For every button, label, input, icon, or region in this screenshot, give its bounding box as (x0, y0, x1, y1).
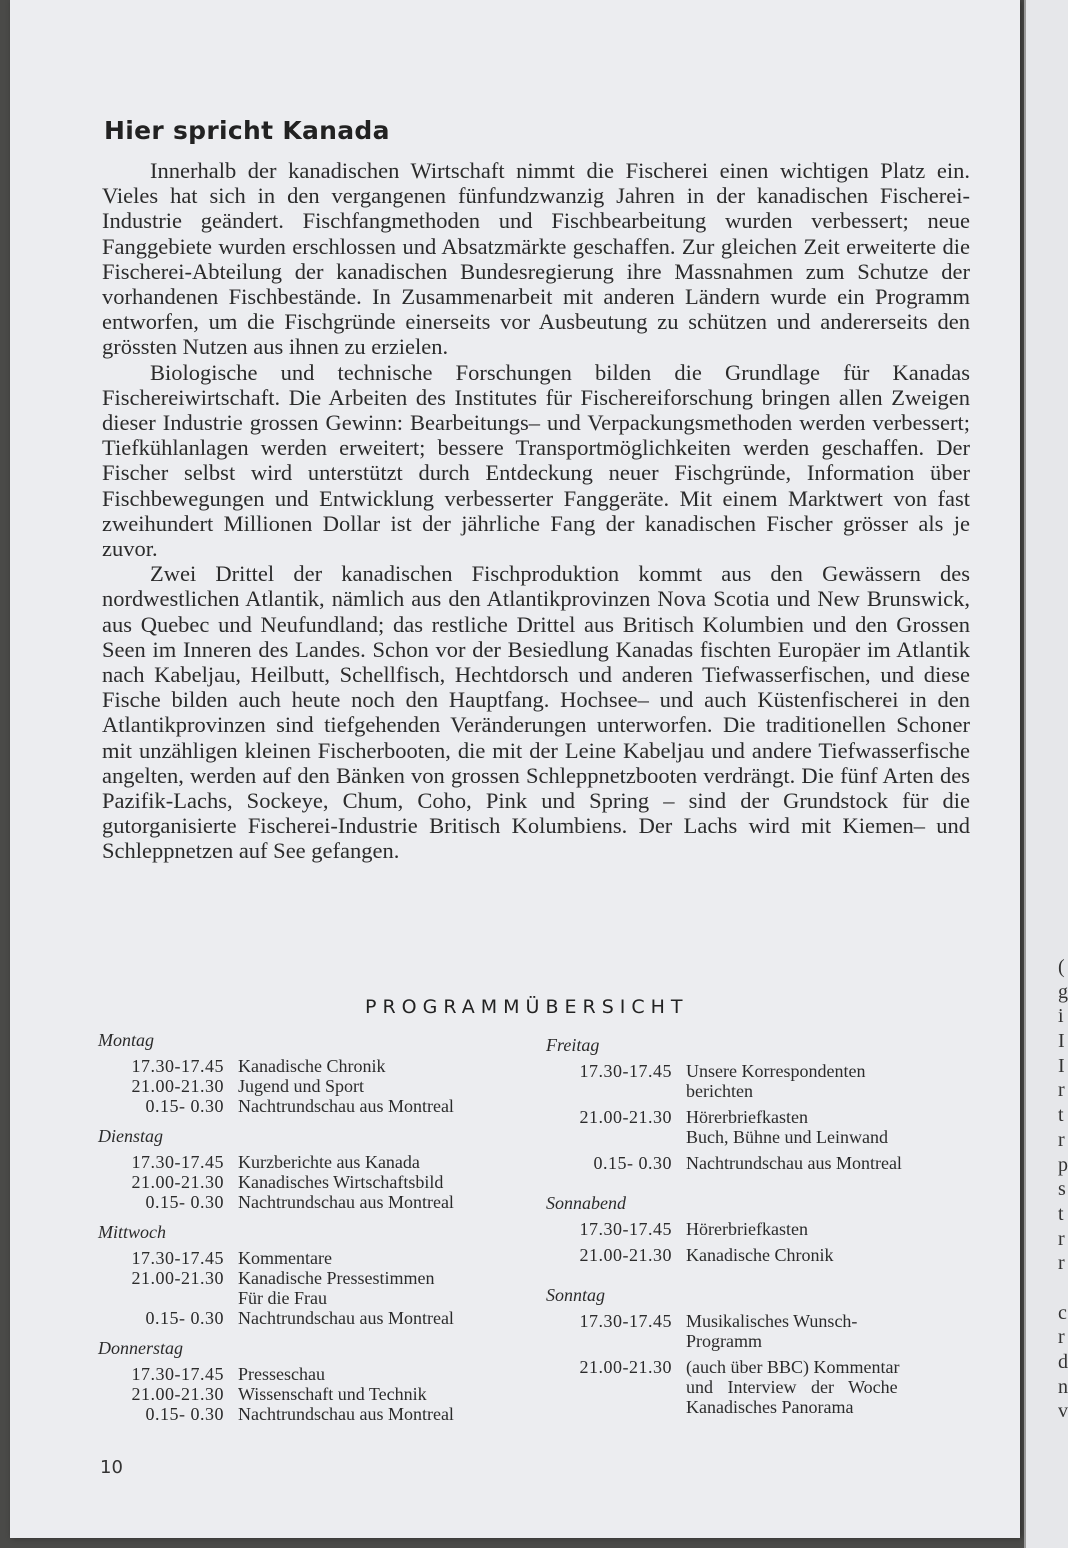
entry-title-line: Musikalisches Wunsch- (686, 1311, 858, 1331)
day-label: Donnerstag (98, 1338, 183, 1358)
edge-letter: r (1058, 1227, 1065, 1250)
edge-letter: t (1058, 1202, 1064, 1225)
entry-title: Kanadische Chronik (686, 1245, 834, 1265)
schedule-entry (546, 1153, 976, 1173)
facing-page-letters (1058, 955, 1068, 1424)
entry-title: Nachtrundschau aus Montreal (238, 1192, 454, 1212)
day-label: Sonnabend (546, 1193, 626, 1213)
schedule-entry (98, 1192, 528, 1212)
entry-title-line: (auch über BBC) Kommentar (686, 1357, 900, 1377)
entry-title-line: Kanadische Pressestimmen (238, 1268, 435, 1288)
edge-letter: s (1058, 1178, 1066, 1201)
entry-time: 17.30-17.45 (131, 1056, 224, 1076)
article-paragraph: Biologische und technische Forschungen bilden die Grundlage für Kanadas Fischereiwirtschaft. Die Arbeiten des Institutes für Fischereiforschung bringen allen Zweigen dieser Industrie grossen Gewinn: Bearbeitungs– und Verpackungsmethoden werden verbessert; Tiefkühlanlagen werden erweitert; bessere Transportmöglichkeiten werden geschaffen. Der Fischer selbst wird unterstützt durch Entdeckung neuer Fischgründe, Information über Fischbewegungen und Entwicklung verbesserter Fanggeräte. Mit einem Marktwert von fast zweihundert Millionen Dollar ist der jährliche Fang der kanadischen Fischer grösser als je zuvor. (102, 359, 970, 562)
entry-time: 17.30-17.45 (579, 1311, 672, 1331)
entry-title: Wissenschaft und Technik (238, 1384, 427, 1404)
schedule-entry (98, 1364, 528, 1384)
schedule-right-column (546, 1035, 976, 1417)
schedule-left-column (98, 1030, 528, 1424)
edge-letter: r (1058, 1252, 1065, 1275)
entry-subtitle: Für die Frau (238, 1288, 327, 1308)
entry-time: 0.15- 0.30 (145, 1308, 224, 1328)
entry-title-line: Unsere Korrespondenten (686, 1061, 866, 1081)
schedule-entry (98, 1404, 528, 1424)
schedule-entry (546, 1311, 976, 1351)
entry-subtitle: Kanadisches Panorama (686, 1397, 854, 1417)
entry-time: 17.30-17.45 (131, 1248, 224, 1268)
entry-title (686, 1107, 976, 1147)
entry-title: Nachtrundschau aus Montreal (238, 1096, 454, 1116)
entry-title: Presseschau (238, 1364, 325, 1384)
schedule-entry (98, 1248, 528, 1268)
day-label: Montag (98, 1030, 154, 1050)
edge-letter: n (1058, 1375, 1068, 1398)
entry-time: 0.15- 0.30 (593, 1153, 672, 1173)
schedule-entry (98, 1384, 528, 1404)
day-label: Sonntag (546, 1285, 606, 1305)
schedule-entry (98, 1308, 528, 1328)
entry-title: Kanadisches Wirtschaftsbild (238, 1172, 444, 1192)
article-paragraph: Zwei Drittel der kanadischen Fischproduktion kommt aus den Gewässern des nordwestlichen Atlantik, nämlich aus den Atlantikprovinzen Nova Scotia und New Brunswick, aus Quebec und Neufundland; das restliche Drittel aus Britisch Kolumbien und den Grossen Seen im Inneren des Landes. Schon vor der Besiedlung Kanadas fischten Europäer im Atlantik nach Kabeljau, Heilbutt, Schellfisch, Hechtdorsch und anderen Tiefwasserfischen, und diese Fische bilden auch heute noch den Hauptfang. Hochsee– und auch Küstenfischerei in den Atlantikprovinzen sind tiefgehenden Veränderungen unterworfen. Die traditionellen Schoner mit unzähligen kleinen Fischerbooten, die mit der Leine Kabeljau und andere Tiefwasserfische angelten, werden auf den Bänken von grossen Schleppnetzbooten verdrängt. Die fünf Arten des Pazifik-Lachs, Sockeye, Chum, Coho, Pink und Spring – sind der Grundstock für die gutorganisierte Fischerei-Industrie Britisch Kolumbiens. Der Lachs wird mit Kiemen– und Schleppnetzen auf See gefangen. (102, 561, 970, 864)
schedule-entry (98, 1056, 528, 1076)
entry-title-line: Hörerbriefkasten (686, 1107, 808, 1127)
entry-time: 17.30-17.45 (579, 1219, 672, 1239)
program-title: PROGRAMMÜBERSICHT (365, 996, 689, 1018)
entry-time: 21.00-21.30 (579, 1245, 672, 1265)
entry-title: Nachtrundschau aus Montreal (238, 1308, 454, 1328)
entry-time: 21.00-21.30 (131, 1172, 224, 1192)
entry-title: Kurzberichte aus Kanada (238, 1152, 420, 1172)
edge-letter: r (1058, 1326, 1065, 1349)
schedule-entry (98, 1076, 528, 1096)
article-paragraph: Innerhalb der kanadischen Wirtschaft nimmt die Fischerei einen wichtigen Platz ein. Vieles hat sich in den vergangenen fünfundzwanzig Jahren in der kanadischen Fischerei-Industrie geändert. Fischfangmethoden und Fischbearbeitung wurden verbessert; neue Fanggebiete wurden erschlossen und Absatzmärkte geschaffen. Zur gleichen Zeit erweiterte die Fischerei-Abteilung der kanadischen Bundesregierung ihre Massnahmen zum Schutze der vorhandenen Fischbestände. In Zusammenarbeit mit anderen Ländern wurde ein Programm entworfen, um die Fischgründe einerseits vor Ausbeutung zu schützen und andererseits den grössten Nutzen aus ihnen zu erzielen. (102, 158, 970, 360)
schedule-entry (98, 1268, 528, 1308)
entry-time: 21.00-21.30 (579, 1357, 672, 1377)
entry-time: 21.00-21.30 (131, 1076, 224, 1096)
edge-letter: r (1058, 1079, 1065, 1102)
schedule-entry (98, 1172, 528, 1192)
edge-letter: ( (1058, 956, 1065, 978)
entry-time: 0.15- 0.30 (145, 1192, 224, 1212)
edge-letter: g (1058, 980, 1068, 1003)
entry-title: Kanadische Chronik (238, 1056, 386, 1076)
entry-title (686, 1311, 976, 1351)
entry-time: 0.15- 0.30 (145, 1096, 224, 1116)
entry-title: Kommentare (238, 1248, 332, 1268)
entry-title (686, 1357, 976, 1417)
edge-letter: I (1058, 1054, 1065, 1077)
entry-time: 21.00-21.30 (131, 1384, 224, 1404)
entry-time: 21.00-21.30 (579, 1107, 672, 1127)
edge-letter (1058, 1276, 1068, 1301)
book-page (10, 0, 1020, 1538)
schedule-entry (546, 1107, 976, 1147)
entry-time: 17.30-17.45 (131, 1364, 224, 1384)
schedule-entry (98, 1096, 528, 1116)
edge-letter: t (1058, 1104, 1064, 1127)
schedule-entry (546, 1219, 976, 1239)
edge-letter: i (1058, 1005, 1064, 1028)
edge-letter: r (1058, 1128, 1065, 1151)
entry-subtitle: Buch, Bühne und Leinwand (686, 1127, 888, 1147)
article-heading: Hier spricht Kanada (104, 116, 390, 145)
entry-title: Nachtrundschau aus Montreal (238, 1404, 454, 1424)
entry-subtitle: berichten (686, 1081, 753, 1101)
entry-title: Jugend und Sport (238, 1076, 364, 1096)
entry-time: 0.15- 0.30 (145, 1404, 224, 1424)
schedule-entry (546, 1061, 976, 1101)
entry-title: Nachtrundschau aus Montreal (686, 1153, 902, 1173)
entry-subtitle: Programm (686, 1331, 762, 1351)
edge-letter: I (1058, 1030, 1065, 1053)
schedule-entry (98, 1152, 528, 1172)
day-label: Freitag (546, 1035, 600, 1055)
edge-letter: d (1058, 1351, 1068, 1373)
entry-subtitle: und Interview der Woche (686, 1377, 898, 1397)
entry-time: 21.00-21.30 (131, 1268, 224, 1288)
day-label: Dienstag (98, 1126, 163, 1146)
article-body (102, 158, 970, 864)
entry-title: Hörerbriefkasten (686, 1219, 808, 1239)
entry-title (686, 1061, 976, 1101)
edge-letter: p (1058, 1153, 1068, 1176)
entry-title (238, 1268, 528, 1308)
day-label: Mittwoch (98, 1222, 166, 1242)
schedule-entry (546, 1245, 976, 1265)
edge-letter: v (1058, 1400, 1068, 1423)
page-number: 10 (100, 1457, 123, 1478)
entry-time: 17.30-17.45 (131, 1152, 224, 1172)
entry-time: 17.30-17.45 (579, 1061, 672, 1081)
schedule-entry (546, 1357, 976, 1417)
edge-letter: c (1058, 1301, 1067, 1324)
facing-page-edge (1024, 0, 1068, 1548)
